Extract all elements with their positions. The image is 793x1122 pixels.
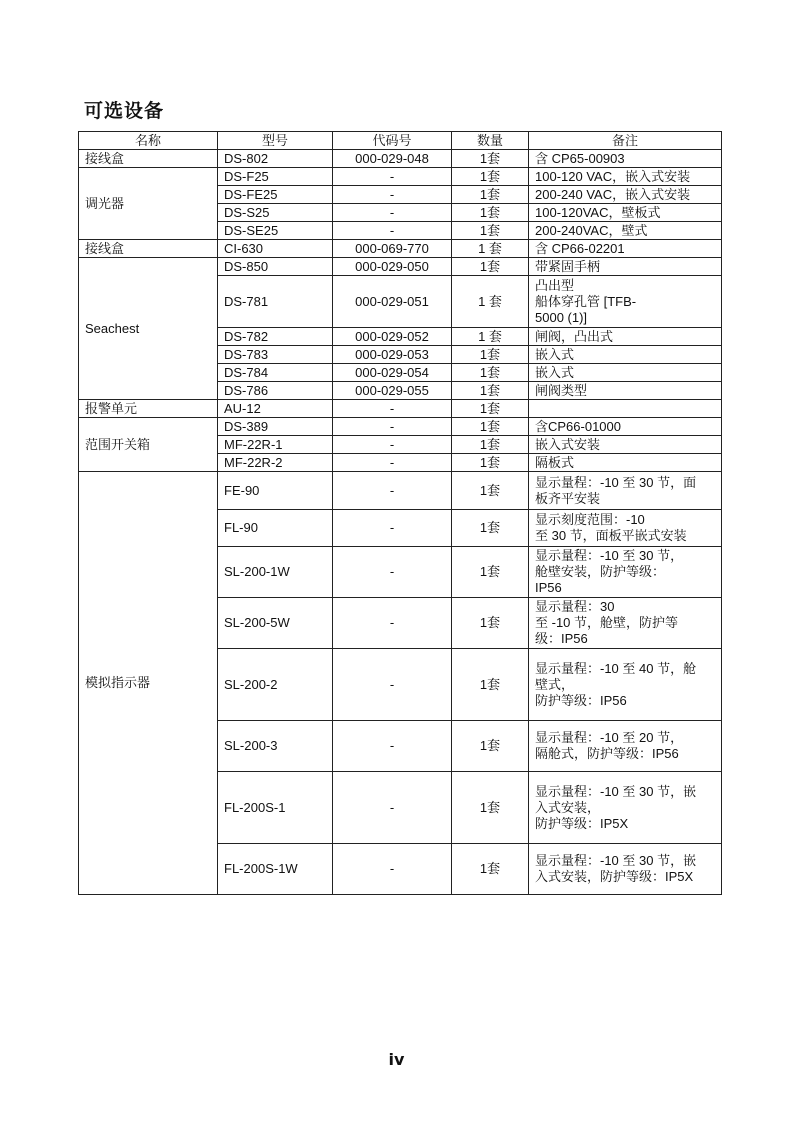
table-header-row: [79, 132, 722, 150]
table-row: [79, 400, 722, 418]
model-cell: DS-SE25: [218, 222, 333, 240]
note-cell: 嵌入式: [529, 364, 722, 382]
equipment-name-cell: 接线盒: [79, 150, 218, 168]
quantity-cell: 1套: [452, 204, 529, 222]
model-cell: DS-S25: [218, 204, 333, 222]
quantity-cell: 1套: [452, 382, 529, 400]
note-cell: 带紧固手柄: [529, 258, 722, 276]
note-cell: 含 CP66-02201: [529, 240, 722, 258]
note-cell: 嵌入式: [529, 346, 722, 364]
equipment-name-cell: 报警单元: [79, 400, 218, 418]
table-row: [79, 472, 722, 510]
header-code: 代码号: [333, 132, 452, 150]
quantity-cell: 1 套: [452, 328, 529, 346]
quantity-cell: 1套: [452, 547, 529, 598]
code-cell: -: [333, 168, 452, 186]
code-cell: -: [333, 472, 452, 510]
header-name: 名称: [79, 132, 218, 150]
table-body: [79, 150, 722, 895]
model-cell: SL-200-1W: [218, 547, 333, 598]
table-row: [79, 168, 722, 186]
code-cell: -: [333, 649, 452, 721]
table-row: [79, 240, 722, 258]
model-cell: DS-786: [218, 382, 333, 400]
quantity-cell: 1套: [452, 168, 529, 186]
quantity-cell: 1套: [452, 364, 529, 382]
page-title: 可选设备: [84, 100, 165, 122]
quantity-cell: 1套: [452, 436, 529, 454]
table-row: [79, 258, 722, 276]
quantity-cell: 1套: [452, 721, 529, 772]
quantity-cell: 1套: [452, 598, 529, 649]
quantity-cell: 1套: [452, 346, 529, 364]
note-cell: 闸阀类型: [529, 382, 722, 400]
quantity-cell: 1套: [452, 418, 529, 436]
quantity-cell: 1套: [452, 649, 529, 721]
quantity-cell: 1套: [452, 150, 529, 168]
code-cell: -: [333, 510, 452, 547]
model-cell: DS-783: [218, 346, 333, 364]
quantity-cell: 1套: [452, 222, 529, 240]
model-cell: DS-802: [218, 150, 333, 168]
quantity-cell: 1套: [452, 472, 529, 510]
note-cell: 闸阀，凸出式: [529, 328, 722, 346]
note-cell: 显示量程：30 至 -10 节，舱壁，防护等 级：IP56: [529, 598, 722, 649]
note-cell: 含 CP65-00903: [529, 150, 722, 168]
model-cell: DS-FE25: [218, 186, 333, 204]
header-quantity: 数量: [452, 132, 529, 150]
equipment-name-cell: 范围开关箱: [79, 418, 218, 472]
model-cell: FE-90: [218, 472, 333, 510]
code-cell: -: [333, 454, 452, 472]
code-cell: 000-029-054: [333, 364, 452, 382]
note-cell: 显示量程：-10 至 30 节，嵌 入式安装，防护等级：IP5X: [529, 844, 722, 895]
model-cell: DS-784: [218, 364, 333, 382]
model-cell: DS-389: [218, 418, 333, 436]
code-cell: -: [333, 400, 452, 418]
note-cell: 200-240 VAC，嵌入式安装: [529, 186, 722, 204]
model-cell: DS-781: [218, 276, 333, 328]
table-row: [79, 150, 722, 168]
page-number: iv: [388, 1050, 405, 1069]
code-cell: -: [333, 721, 452, 772]
model-cell: SL-200-5W: [218, 598, 333, 649]
code-cell: 000-029-052: [333, 328, 452, 346]
quantity-cell: 1套: [452, 844, 529, 895]
quantity-cell: 1套: [452, 454, 529, 472]
note-cell: 显示刻度范围：-10 至 30 节，面板平嵌式安装: [529, 510, 722, 547]
code-cell: -: [333, 436, 452, 454]
note-cell: [529, 400, 722, 418]
code-cell: -: [333, 418, 452, 436]
note-cell: 100-120VAC，壁板式: [529, 204, 722, 222]
note-cell: 100-120 VAC，嵌入式安装: [529, 168, 722, 186]
note-cell: 显示量程：-10 至 20 节， 隔舱式，防护等级：IP56: [529, 721, 722, 772]
quantity-cell: 1套: [452, 400, 529, 418]
quantity-cell: 1套: [452, 186, 529, 204]
model-cell: DS-F25: [218, 168, 333, 186]
equipment-name-cell: 模拟指示器: [79, 472, 218, 895]
model-cell: FL-200S-1W: [218, 844, 333, 895]
model-cell: MF-22R-2: [218, 454, 333, 472]
equipment-name-cell: 接线盒: [79, 240, 218, 258]
model-cell: FL-200S-1: [218, 772, 333, 844]
quantity-cell: 1套: [452, 510, 529, 547]
note-cell: 显示量程：-10 至 40 节，舱 壁式， 防护等级：IP56: [529, 649, 722, 721]
model-cell: MF-22R-1: [218, 436, 333, 454]
note-cell: 含CP66-01000: [529, 418, 722, 436]
code-cell: -: [333, 598, 452, 649]
note-cell: 显示量程：-10 至 30 节， 舱壁安装，防护等级： IP56: [529, 547, 722, 598]
code-cell: -: [333, 186, 452, 204]
note-cell: 显示量程：-10 至 30 节，嵌 入式安装， 防护等级：IP5X: [529, 772, 722, 844]
model-cell: DS-850: [218, 258, 333, 276]
model-cell: AU-12: [218, 400, 333, 418]
note-cell: 凸出型 船体穿孔管 [TFB- 5000 (1)]: [529, 276, 722, 328]
equipment-name-cell: 调光器: [79, 168, 218, 240]
code-cell: -: [333, 844, 452, 895]
code-cell: 000-029-050: [333, 258, 452, 276]
code-cell: 000-029-055: [333, 382, 452, 400]
model-cell: DS-782: [218, 328, 333, 346]
equipment-name-cell: Seachest: [79, 258, 218, 400]
header-model: 型号: [218, 132, 333, 150]
note-cell: 显示量程：-10 至 30 节，面 板齐平安装: [529, 472, 722, 510]
model-cell: FL-90: [218, 510, 333, 547]
optional-equipment-table: [78, 131, 722, 895]
code-cell: -: [333, 204, 452, 222]
header-notes: 备注: [529, 132, 722, 150]
code-cell: 000-029-053: [333, 346, 452, 364]
code-cell: -: [333, 547, 452, 598]
code-cell: 000-029-051: [333, 276, 452, 328]
quantity-cell: 1 套: [452, 276, 529, 328]
model-cell: SL-200-2: [218, 649, 333, 721]
model-cell: SL-200-3: [218, 721, 333, 772]
note-cell: 隔板式: [529, 454, 722, 472]
model-cell: CI-630: [218, 240, 333, 258]
table-row: [79, 418, 722, 436]
note-cell: 200-240VAC，壁式: [529, 222, 722, 240]
code-cell: 000-029-048: [333, 150, 452, 168]
code-cell: -: [333, 772, 452, 844]
code-cell: -: [333, 222, 452, 240]
code-cell: 000-069-770: [333, 240, 452, 258]
note-cell: 嵌入式安装: [529, 436, 722, 454]
quantity-cell: 1套: [452, 258, 529, 276]
quantity-cell: 1套: [452, 772, 529, 844]
quantity-cell: 1 套: [452, 240, 529, 258]
